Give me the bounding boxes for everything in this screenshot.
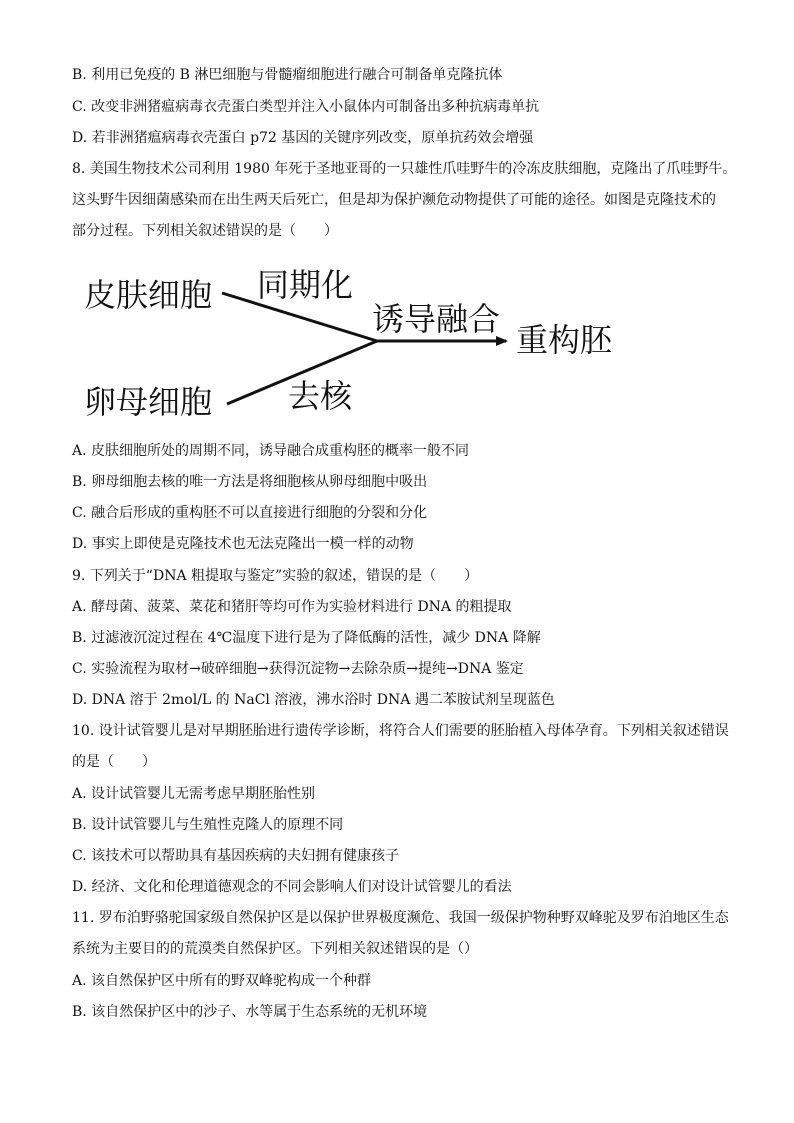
option-7b: B. 利用已免疫的 B 淋巴细胞与骨髓瘤细胞进行融合可制备单克隆抗体 xyxy=(72,67,503,83)
question-8-stem-line-3: 部分过程。下列相关叙述错误的是（ ） xyxy=(72,223,338,239)
option-7c: C. 改变非洲猪瘟病毒衣壳蛋白类型并注入小鼠体内可制备出多种抗病毒单抗 xyxy=(72,99,540,115)
option-8a: A. 皮肤细胞所处的周期不同，诱导融合成重构胚的概率一般不同 xyxy=(72,443,470,459)
question-11-stem-line-2: 系统为主要目的的荒漠类自然保护区。下列相关叙述错误的是（） xyxy=(72,941,478,957)
option-10a: A. 设计试管婴儿无需考虑早期胚胎性别 xyxy=(72,786,316,802)
option-8b: B. 卵母细胞去核的唯一方法是将细胞核从卵母细胞中吸出 xyxy=(72,474,428,490)
option-10c: C. 该技术可以帮助具有基因疾病的夫妇拥有健康孩子 xyxy=(72,848,400,864)
option-11b: B. 该自然保护区中的沙子、水等属于生态系统的无机环境 xyxy=(72,1004,428,1020)
induce-fusion-label: 诱导融合 xyxy=(372,300,501,338)
option-10d: D. 经济、文化和伦理道德观念的不同会影响人们对设计试管婴儿的看法 xyxy=(72,879,512,895)
option-8d: D. 事实上即使是克隆技术也无法克隆出一模一样的动物 xyxy=(72,536,414,552)
question-8-stem-line-2: 这头野牛因细菌感染而在出生两天后死亡，但是却为保护濒危动物提供了可能的途径。如图是克隆技术的 xyxy=(72,192,716,208)
option-7d: D. 若非洲猪瘟病毒衣壳蛋白 p72 基因的关键序列改变，原单抗药效会增强 xyxy=(72,130,534,146)
option-11a: A. 该自然保护区中所有的野双峰驼构成一个种群 xyxy=(72,973,372,989)
question-8-stem-line-1: 8. 美国生物技术公司利用 1980 年死于圣地亚哥的一只雄性爪哇野牛的冷冻皮肤细胞，克隆出了爪哇野牛。 xyxy=(72,161,737,177)
synchronize-label: 同期化 xyxy=(257,266,354,304)
oocyte-label: 卵母细胞 xyxy=(84,383,213,421)
question-9-stem: 9. 下列关于“DNA 粗提取与鉴定”实验的叙述，错误的是（ ） xyxy=(72,568,479,584)
question-10-stem-line-2: 的是（ ） xyxy=(72,754,156,770)
option-9d: D. DNA 溶于 2mol/L 的 NaCl 溶液，沸水浴时 DNA 遇二苯胺试剂呈现蓝色 xyxy=(72,692,555,708)
question-10-stem-line-1: 10. 设计试管婴儿是对早期胚胎进行遗传学诊断，将符合人们需要的胚胎植入母体孕育。下列相关叙述错误 xyxy=(72,723,729,739)
reconstructed-embryo-label: 重构胚 xyxy=(516,321,613,359)
option-10b: B. 设计试管婴儿与生殖性克隆人的原理不同 xyxy=(72,817,344,833)
enucleate-label: 去核 xyxy=(288,377,353,415)
option-9b: B. 过滤液沉淀过程在 4℃温度下进行是为了降低酶的活性，减少 DNA 降解 xyxy=(72,630,541,646)
option-9a: A. 酵母菌、菠菜、菜花和猪肝等均可作为实验材料进行 DNA 的粗提取 xyxy=(72,599,512,615)
skin-cell-label: 皮肤细胞 xyxy=(84,276,213,314)
cloning-process-diagram xyxy=(72,258,632,428)
option-9c: C. 实验流程为取材→破碎细胞→获得沉淀物→去除杂质→提纯→DNA 鉴定 xyxy=(72,661,524,677)
option-8c: C. 融合后形成的重构胚不可以直接进行细胞的分裂和分化 xyxy=(72,505,428,521)
question-11-stem-line-1: 11. 罗布泊野骆驼国家级自然保护区是以保护世界极度濒危、我国一级保护物种野双峰驼及罗布泊地区生态 xyxy=(72,910,729,926)
